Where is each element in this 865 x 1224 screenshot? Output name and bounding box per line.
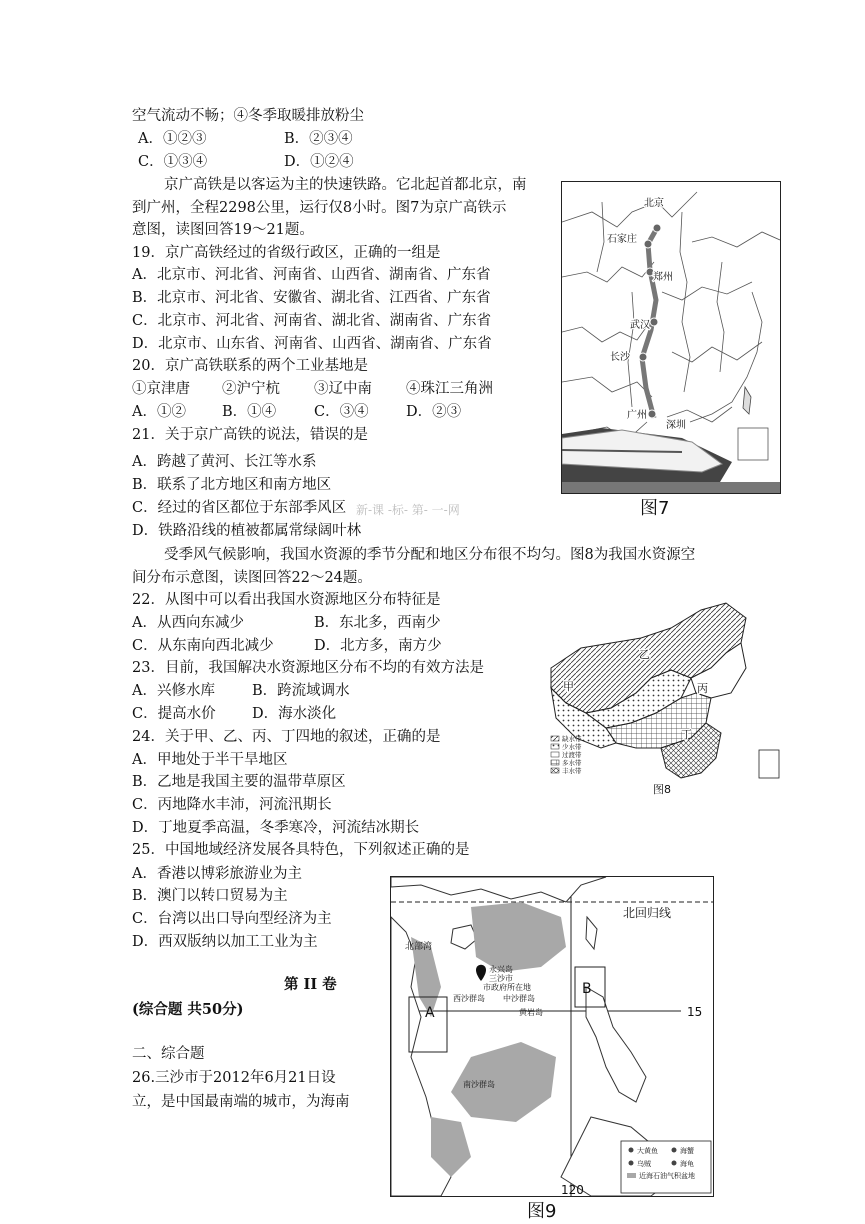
q24-option-d: D．丁地夏季高温，冬季寒冷，河流结冰期长 <box>132 820 420 836</box>
legend-icon-basin <box>627 1173 636 1178</box>
q21-option-c: C．经过的省区都位于东部季风区 <box>132 500 347 516</box>
q19-option-c: C．北京市、河北省、河南省、湖北省、湖南省、广东省 <box>132 313 492 329</box>
region-jia: 甲 <box>563 680 574 693</box>
label-zhongsha: 中沙群岛 <box>503 994 535 1003</box>
q21-option-b: B．联系了北方地区和南方地区 <box>132 477 332 493</box>
q20-option-a: A．①② <box>132 404 186 420</box>
q18-option-c: C．①③④ <box>138 154 208 170</box>
mainland-coast <box>391 877 606 902</box>
taiwan-shape-fig9 <box>586 917 597 949</box>
q20-option-b: B．①④ <box>222 404 277 420</box>
q24-option-c: C．丙地降水丰沛，河流汛期长 <box>132 797 332 813</box>
q18-option-a: A．①②③ <box>138 131 207 147</box>
sansha-marker <box>476 965 486 981</box>
q22-option-c: C．从东南向西北减少 <box>132 638 274 654</box>
q23-option-b: B．跨流域调水 <box>252 683 350 699</box>
legend-swatch-1 <box>551 736 559 741</box>
legend-icon-squid <box>629 1161 634 1166</box>
q23-stem: 23．目前，我国解决水资源地区分布不均的有效方法是 <box>132 660 484 676</box>
q22-option-d: D．北方多，南方少 <box>314 638 442 654</box>
label-box-b: B <box>582 981 592 997</box>
label-lon120: 120 <box>561 1183 584 1196</box>
q20-item-4: ④珠江三角洲 <box>406 381 493 397</box>
label-beijing: 北京 <box>644 198 664 209</box>
q24-option-a: A．甲地处于半干旱地区 <box>132 752 288 768</box>
q21-option-d: D．铁路沿线的植被都属常绿阔叶林 <box>132 523 362 539</box>
q19-option-a: A．北京市、河北省、河南省、山西省、湖南省、广东省 <box>132 267 491 283</box>
q22-stem: 22．从图中可以看出我国水资源地区分布特征是 <box>132 592 441 608</box>
label-sansha: 三沙市 <box>489 974 513 983</box>
figure8-inset <box>759 750 779 778</box>
label-city-hall: 市政府所在地 <box>483 983 531 992</box>
q25-option-b: B．澳门以转口贸易为主 <box>132 888 288 904</box>
legend-squid: 乌贼 <box>637 1160 651 1168</box>
legend-label-2: 少水带 <box>562 743 582 751</box>
q18-option-b: B．②③④ <box>284 131 353 147</box>
legend-label-5: 丰水带 <box>562 767 582 775</box>
q18-tail: 空气流动不畅；④冬季取暖排放粉尘 <box>132 108 364 124</box>
station-guangzhou <box>648 410 656 418</box>
figure7-caption: 图7 <box>640 498 670 519</box>
legend-swatch-3 <box>551 752 559 757</box>
q19-option-b: B．北京市、河北省、安徽省、湖北省、江西省、广东省 <box>132 290 491 306</box>
q23-option-c: C．提高水价 <box>132 706 216 722</box>
region-bing: 丙 <box>697 682 708 695</box>
intro22-line2: 间分布示意图，读图回答22～24题。 <box>132 570 372 586</box>
q23-option-d: D．海水淡化 <box>252 706 337 722</box>
label-shenzhen: 深圳 <box>666 420 686 431</box>
intro19-line3: 意图，读图回答19～21题。 <box>132 222 314 238</box>
label-lat15: 15 <box>687 1005 703 1019</box>
intro19-line1: 京广高铁是以客运为主的快速铁路。它北起首都北京，南 <box>164 177 527 193</box>
hainan-island <box>451 925 477 949</box>
legend-swatch-5 <box>551 768 559 773</box>
legend-icon-turtle <box>672 1161 677 1166</box>
south-sea-inset <box>738 428 768 460</box>
q20-stem: 20．京广高铁联系的两个工业基地是 <box>132 358 368 374</box>
q20-item-3: ③辽中南 <box>314 381 372 397</box>
figure8-water-map <box>541 598 781 798</box>
q25-option-c: C．台湾以出口导向型经济为主 <box>132 911 332 927</box>
label-shijiazhuang: 石家庄 <box>607 234 637 245</box>
station-wuhan <box>650 318 658 326</box>
region-yi: 乙 <box>639 648 650 661</box>
basin-north <box>471 902 566 972</box>
station-changsha <box>639 353 647 361</box>
track-bed <box>562 482 780 493</box>
legend-swatch-4 <box>551 760 559 765</box>
part2-subtitle: (综合题 共50分) <box>132 1001 244 1018</box>
station-shijiazhuang <box>644 240 652 248</box>
q24-option-b: B．乙地是我国主要的温带草原区 <box>132 774 346 790</box>
region-ding: 丁 <box>681 728 692 741</box>
q25-option-d: D．西双版纳以加工工业为主 <box>132 934 318 950</box>
figure8-caption: 图8 <box>653 783 671 796</box>
q20-item-2: ②沪宁杭 <box>222 381 280 397</box>
q26-line2: 立，是中国最南端的城市，为海南 <box>132 1094 350 1110</box>
label-beibu-gulf: 北部湾 <box>405 942 433 952</box>
q21-option-a: A．跨越了黄河、长江等水系 <box>132 454 317 470</box>
q23-option-a: A．兴修水库 <box>132 683 215 699</box>
q18-option-d: D．①②④ <box>284 154 354 170</box>
label-tropic: 北回归线 <box>623 906 672 920</box>
q26-line1: 26.三沙市于2012年6月21日设 <box>132 1070 336 1086</box>
taiwan-shape <box>743 387 751 414</box>
label-yongxing: 永兴岛 <box>489 965 513 974</box>
q19-stem: 19．京广高铁经过的省级行政区，正确的一组是 <box>132 245 441 261</box>
q19-option-d: D．北京市、山东省、河南省、山西省、湖南省、广东省 <box>132 336 492 352</box>
legend-basin: 近海石油气积盆地 <box>639 1172 695 1180</box>
legend-turtle: 海龟 <box>680 1160 694 1168</box>
q20-option-c: C．③④ <box>314 404 369 420</box>
legend-label-3: 过渡带 <box>562 751 582 759</box>
q20-option-d: D．②③ <box>406 404 462 420</box>
station-beijing <box>653 224 661 232</box>
legend-label-1: 缺水带 <box>562 735 582 743</box>
intro19-line2: 到广州，全程2298公里，运行仅8小时。图7为京广高铁示 <box>132 200 507 216</box>
q25-stem: 25．中国地域经济发展各具特色，下列叙述正确的是 <box>132 842 470 858</box>
figure7-svg <box>562 182 780 493</box>
label-huangyan: 黄岩岛 <box>519 1008 543 1017</box>
q22-option-a: A．从西向东减少 <box>132 615 244 631</box>
intro22-line1: 受季风气候影响，我国水资源的季节分配和地区分布很不均匀。图8为我国水资源空 <box>164 547 696 563</box>
figure7-rail-map <box>561 181 781 494</box>
label-box-a: A <box>425 1005 435 1021</box>
legend-crab: 海蟹 <box>680 1147 694 1155</box>
fig9-legend-box <box>621 1141 711 1193</box>
q22-option-b: B．东北多，西南少 <box>314 615 441 631</box>
q20-item-1: ①京津唐 <box>132 381 190 397</box>
legend-label-4: 多水带 <box>562 759 582 767</box>
watermark-text: 新-课 -标- 第- 一-网 <box>356 503 460 517</box>
q24-stem: 24．关于甲、乙、丙、丁四地的叙述，正确的是 <box>132 729 441 745</box>
figure9-caption: 图9 <box>527 1201 557 1222</box>
label-changsha: 长沙 <box>610 352 630 363</box>
figure9-sansha-map <box>390 876 714 1197</box>
label-xisha: 西沙群岛 <box>453 994 485 1003</box>
label-guangzhou: 广州 <box>627 410 647 421</box>
label-nansha: 南沙群岛 <box>463 1080 495 1089</box>
q25-option-a: A．香港以博彩旅游业为主 <box>132 866 302 882</box>
figure9-svg <box>391 877 713 1196</box>
part2-title: 第 II 卷 <box>284 976 337 993</box>
legend-swatch-2 <box>551 744 559 749</box>
legend-yellow-croaker: 大黄鱼 <box>637 1147 658 1155</box>
q21-stem: 21．关于京广高铁的说法，错误的是 <box>132 427 368 443</box>
legend-icon-yellow-croaker <box>629 1148 634 1153</box>
label-wuhan: 武汉 <box>630 320 650 331</box>
section-heading: 二、综合题 <box>132 1046 205 1062</box>
legend-icon-crab <box>672 1148 677 1153</box>
label-zhengzhou: 郑州 <box>653 272 673 283</box>
philippines-shape <box>586 987 646 1102</box>
figure8-svg <box>541 598 781 798</box>
